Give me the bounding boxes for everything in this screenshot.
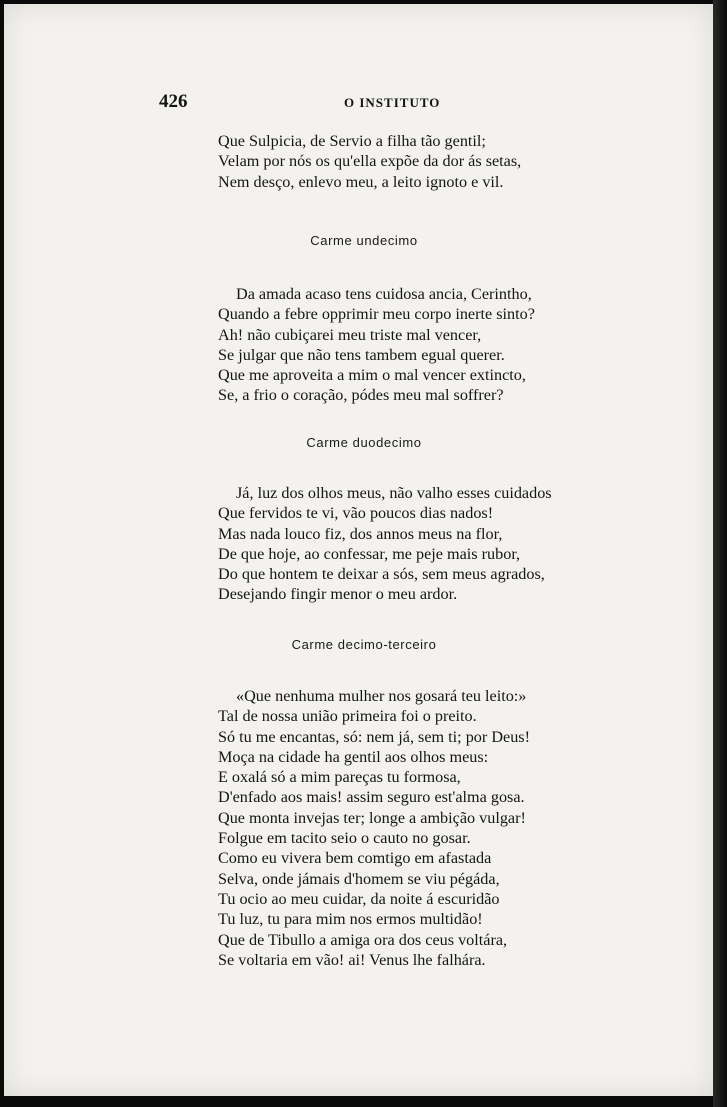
poem-11-stanza: [218, 284, 608, 406]
verse-line: Se, a frio o coração, pódes meu mal soffrer?: [218, 386, 504, 405]
verse-line: Se voltaria em vão! ai! Venus lhe falhára.: [218, 950, 486, 969]
verse-line: Tu luz, tu para mim nos ermos multidão!: [218, 910, 483, 929]
verse-line: Quando a febre opprimir meu corpo inerte sinto?: [218, 305, 535, 324]
poem-12-stanza: [218, 483, 608, 605]
verse-line: Que monta invejas ter; longe a ambição vulgar!: [218, 808, 526, 827]
verse-line: Tu ocio ao meu cuidar, da noite á escuridão: [218, 889, 500, 908]
book-page: [4, 4, 713, 1096]
verse-line: Tal de nossa união primeira foi o preito.: [218, 707, 477, 726]
verse-line: Nem desço, enlevo meu, a leito ignoto e vil.: [218, 172, 504, 191]
poem-heading-13: Carme decimo-terceiro: [291, 637, 437, 652]
scan-border: [713, 0, 727, 1107]
verse-line: Que Sulpicia, de Servio a filha tão gentil;: [218, 132, 486, 150]
verse-line: De que hoje, ao confessar, me peje mais rubor,: [218, 544, 521, 563]
verse-line: Que de Tibullo a amiga ora dos ceus voltára,: [218, 930, 508, 949]
verse-line: Só tu me encantas, só: nem já, sem ti; por Deus!: [218, 727, 530, 746]
verse-line: Que fervidos te vi, vão poucos dias nados!: [218, 504, 494, 523]
verse-line: Se julgar que não tens tambem egual querer.: [218, 345, 505, 364]
verse-line: Moça na cidade ha gentil aos olhos meus:: [218, 747, 489, 766]
poem-13-stanza: [218, 686, 608, 970]
verse-line: Da amada acaso tens cuidosa ancia, Cerintho,: [236, 285, 532, 303]
verse-line: Velam por nós os qu'ella expõe da dor ás setas,: [218, 152, 522, 171]
verse-line: Que me aproveita a mim o mal vencer extincto,: [218, 366, 526, 385]
verse-line: E oxalá só a mim pareças tu formosa,: [218, 768, 461, 787]
verse-line: Já, luz dos olhos meus, não valho esses cuidados: [236, 484, 552, 502]
verse-line: «Que nenhuma mulher nos gosará teu leito:»: [236, 687, 527, 705]
verse-line: D'enfado aos mais! assim seguro est'alma gosa.: [218, 788, 525, 807]
poem-heading-11: Carme undecimo: [310, 233, 418, 248]
page-header: [159, 91, 589, 117]
verse-line: Desejando fingir menor o meu ardor.: [218, 585, 458, 604]
verse-line: Como eu vivera bem comtigo em afastada: [218, 849, 492, 868]
verse-line: Mas nada louco fiz, dos annos meus na flor,: [218, 524, 503, 543]
verse-line: Ah! não cubiçarei meu triste mal vencer,: [218, 325, 482, 344]
verse-line: Selva, onde jámais d'homem se viu pégáda,: [218, 869, 500, 888]
page-number: 426: [159, 91, 188, 112]
poem-heading-12: Carme duodecimo: [306, 435, 422, 450]
verse-line: Folgue em tacito seio o cauto no gosar.: [218, 829, 471, 848]
opening-stanza: [218, 131, 608, 192]
verse-line: Do que hontem te deixar a sós, sem meus agrados,: [218, 565, 545, 584]
running-title: O INSTITUTO: [344, 95, 441, 110]
